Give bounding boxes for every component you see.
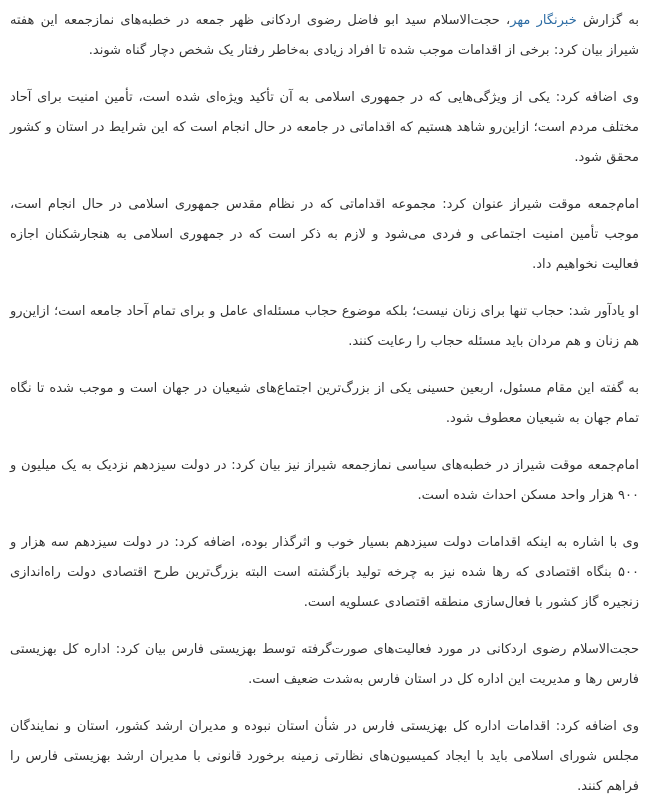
source-reporter-link[interactable]: خبرنگار مهر [510,13,577,28]
paragraph-rest-text: ، حجت‌الاسلام سید ابو فاضل رضوی اردکانی ظهر جمعه در خطبه‌های نمازجمعه این هفته شیراز بیان کرد: برخی از اقدامات موجب شده تا افراد زیادی به‌خاطر رفتار یک شخص دچار گناه شوند. [10,13,639,58]
article-paragraph-1 [10,6,639,66]
article-paragraph-3: امام‌جمعه موقت شیراز عنوان کرد: مجموعه اقداماتی که در نظام مقدس جمهوری اسلامی در حال انجام است، موجب تأمین امنیت اجتماعی و فردی می‌شود و لازم به ذکر است که در جمهوری اسلامی به هنجارشکنان اجازه فعالیت نخواهیم داد. [10,197,639,272]
article-paragraph-6: امام‌جمعه موقت شیراز در خطبه‌های سیاسی نمازجمعه شیراز نیز بیان کرد: در دولت سیزدهم نزدیک به یک میلیون و ۹۰۰ هزار واحد مسکن احداث شده است. [10,458,639,503]
article-paragraph-9: وی اضافه کرد: اقدامات اداره کل بهزیستی فارس در شأن استان نبوده و مدیران ارشد کشور، استان و نمایندگان مجلس شورای اسلامی باید با ایجاد کمیسیون‌های نظارتی زمینه برخورد قانونی با مدیران ارشد بهزیستی فارس را فراهم کنند. [10,719,639,794]
paragraph-lead-text: به گزارش [576,13,639,28]
article-paragraph-2: وی اضافه کرد: یکی از ویژگی‌هایی که در جمهوری اسلامی به آن تأکید ویژه‌ای شده است، تأمین امنیت برای آحاد مختلف مردم است؛ ازاین‌رو شاهد هستیم که اقداماتی در جامعه در حال انجام است که این شرایط در استان و کشور محقق شود. [10,90,639,165]
article-paragraph-7: وی با اشاره به اینکه اقدامات دولت سیزدهم بسیار خوب و اثرگذار بوده، اضافه کرد: در دولت سیزدهم سه هزار و ۵۰۰ بنگاه اقتصادی که رها شده نیز به چرخه تولید بازگشته است البته بزرگ‌ترین طرح اقتصادی دولت راه‌اندازی زنجیره گاز کشور با فعال‌سازی منطقه اقتصادی عسلویه است. [10,535,639,610]
article-paragraph-4: او یادآور شد: حجاب تنها برای زنان نیست؛ بلکه موضوع حجاب مسئله‌ای عامل و برای تمام آحاد جامعه است؛ ازاین‌رو هم زنان و هم مردان باید مسئله حجاب را رعایت کنند. [10,304,639,349]
article-paragraph-5: به گفته این مقام مسئول، اربعین حسینی یکی از بزرگ‌ترین اجتماع‌های شیعیان در جهان است و موجب شده تا نگاه تمام جهان به شیعیان معطوف شود. [10,381,639,426]
article-paragraph-8: حجت‌الاسلام رضوی اردکانی در مورد فعالیت‌های صورت‌گرفته توسط بهزیستی فارس بیان کرد: اداره کل بهزیستی فارس رها و مدیریت این اداره کل در استان فارس به‌شدت ضعیف است. [10,642,639,687]
